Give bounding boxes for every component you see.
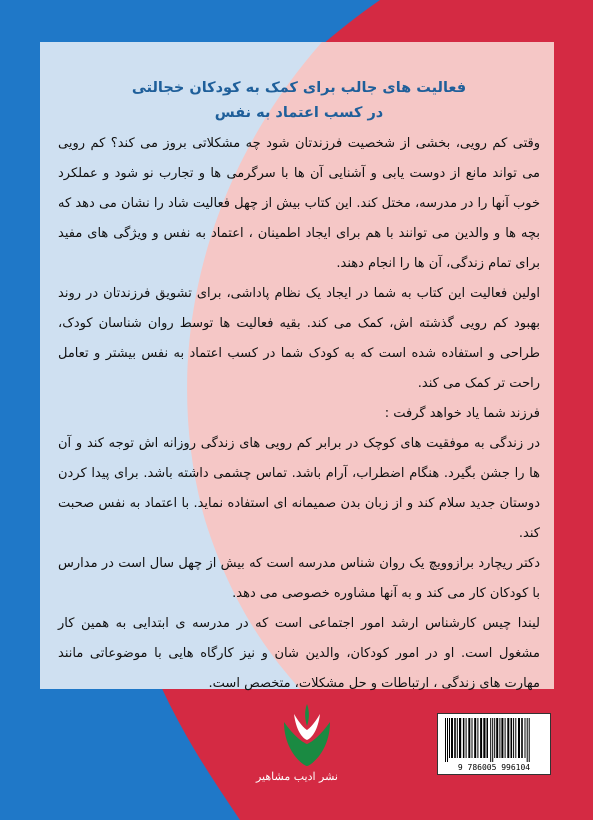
paragraph-learn-items: در زندگی به موفقیت های کوچک در برابر کم رویی های زندگی روزانه اش توجه کند و آن ها را جشن بگیرد. هنگام اضطراب، آرام باشد. تماس چشمی داشته باشد. برای پیدا کردن دوستان جدید سلام کند و از زبان بدن صمیمانه ای استفاده نماید. با اعتماد به نفس صحبت کند.	[58, 436, 540, 541]
barcode-bar	[457, 718, 458, 758]
barcode-bar	[492, 718, 493, 762]
book-title-line-2: در کسب اعتماد به نفس	[214, 105, 384, 121]
barcode-bar	[490, 718, 491, 762]
paragraph-intro: وقتی کم رویی، بخشی از شخصیت فرزندتان شود چه مشکلاتی بروز می کند؟ کم رویی می تواند مانع از دوست یابی و آشنایی آن ها با سرگرمی ها و تجارب نو شود و عملکرد خوب آنها را در مدرسه، مختل کند. این کتاب بیش از چهل فعالیت شاد را نشان می دهد که بچه ها و والدین می توانند با هم برای ایجاد اطمینان ، اعتماد به نفس و ویژگی های مفید برای تمام زندگی، آن ها را انجام دهند.	[58, 136, 540, 271]
back-cover-text-panel	[40, 42, 554, 689]
barcode-digits: 9 786005 996104	[457, 763, 531, 772]
paragraph-author-1: دکتر ریچارد برازوویچ یک روان شناس مدرسه است که بیش از چهل سال است در مدارس با کودکان کار می کند و به آنها مشاوره خصوصی می دهد.	[58, 556, 540, 601]
barcode-bar	[483, 718, 485, 758]
barcode-bar	[515, 718, 516, 758]
barcode-bar	[499, 718, 500, 758]
barcode-bar	[494, 718, 495, 758]
description-body	[58, 129, 540, 699]
barcode-bar	[529, 718, 530, 762]
publisher-name: نشر ادیب مشاهیر	[255, 770, 338, 783]
barcode-bar	[449, 718, 450, 758]
barcode-bar	[454, 718, 456, 758]
barcode-bar	[459, 718, 461, 758]
barcode-bar	[507, 718, 509, 758]
paragraph-first-activity: اولین فعالیت این کتاب به شما در ایجاد یک نظام پاداشی، برای تشویق فرزندتان در روند بهبود کم رویی گذشته اش، کمک می کند. بقیه فعالیت ها توسط روان شناسان کودک، طراحی و استفاده شده است که به کودک شما در کسب اعتماد به نفس بیشتر و تعامل راحت تر کمک می کند.	[58, 286, 540, 391]
barcode-bar	[480, 718, 482, 758]
barcode-bars	[443, 718, 545, 762]
barcode-bar	[518, 718, 520, 758]
barcode-bar	[474, 718, 476, 758]
barcode-bar	[472, 718, 473, 758]
book-title-line-1: فعالیت های جالب برای کمک به کودکان خجالتی	[131, 80, 467, 96]
barcode-bar	[527, 718, 528, 762]
barcode-bar	[445, 718, 446, 762]
barcode-bar	[511, 718, 513, 758]
barcode-bar	[496, 718, 498, 758]
barcode-bar	[466, 718, 467, 758]
paragraph-author-2: لیندا چیس کارشناس ارشد امور اجتماعی است که در مدرسه ی ابتدایی به همین کار مشغول است. او در امور کودکان، والدین شان و نیز کارگاه هایی با موضوعاتی مانند مهارت های زندگی ، ارتباطات و حل مشکلات، متخصص است.	[58, 616, 540, 691]
barcode-bar	[487, 718, 489, 758]
barcode-bar	[468, 718, 470, 758]
barcode-bar	[463, 718, 465, 758]
barcode-bar	[477, 718, 478, 758]
barcode-bar	[451, 718, 453, 758]
isbn-barcode	[437, 713, 551, 775]
barcode-bar	[513, 718, 514, 758]
barcode-bar	[521, 718, 523, 758]
barcode-bar	[447, 718, 448, 762]
barcode-bar	[501, 718, 503, 758]
barcode-bar	[505, 718, 506, 758]
paragraph-learn-heading: فرزند شما یاد خواهد گرفت :	[384, 406, 540, 421]
barcode-bar	[525, 718, 526, 758]
